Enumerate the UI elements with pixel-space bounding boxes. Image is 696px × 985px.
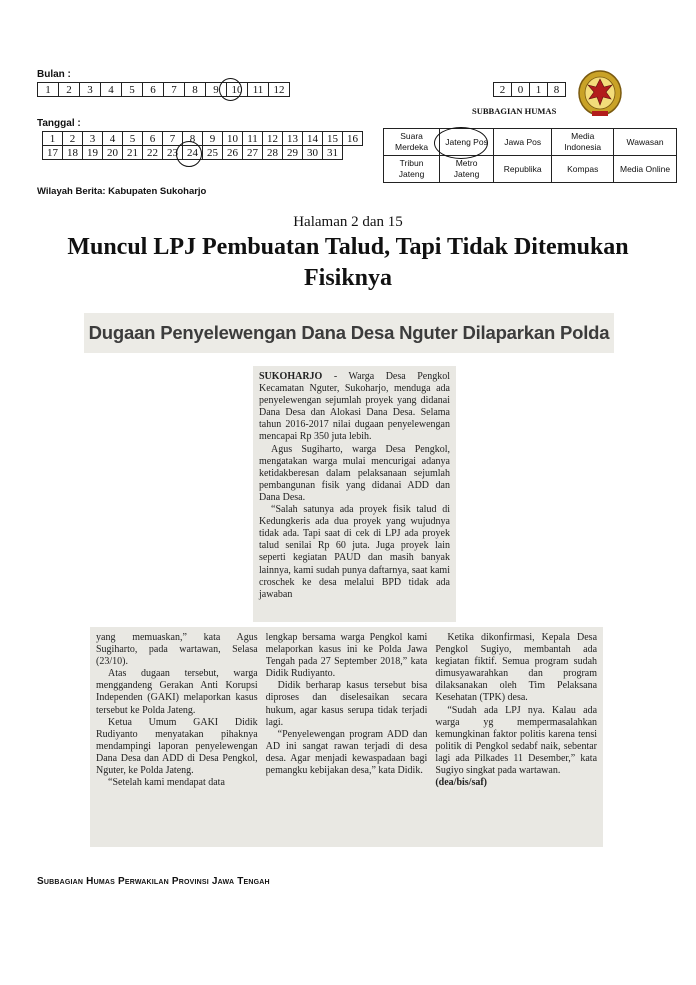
bulan-cell: 8: [185, 83, 206, 97]
article-headline: Muncul LPJ Pembuatan Talud, Tapi Tidak Ditemukan Fisiknya: [67, 234, 629, 291]
tanggal-cell: 26: [223, 146, 243, 160]
clipping-columns: [90, 627, 603, 847]
tanggal-cell: 8: [183, 132, 203, 146]
tanggal-cell: 9: [203, 132, 223, 146]
clipping-column-3: [435, 632, 597, 842]
clipping-paragraph: Didik berharap kasus tersebut bisa diproses dan diselesaikan secara hukum, agar kasus serupa tidak terjadi lagi.: [265, 680, 428, 728]
clipping-dateline: SUKOHARJO: [259, 371, 323, 382]
tanggal-cell: 31: [323, 146, 343, 160]
bulan-cell: 11: [248, 83, 269, 97]
clipping-paragraph: lengkap bersama warga Pengkol kami melaporkan kasus ini ke Polda Jawa Tengah pada 27 September 2018,” kata Didik Rudiyanto.: [265, 632, 428, 680]
year-digit-cell: 1: [530, 83, 548, 97]
tanggal-table: [42, 131, 363, 160]
media-cell: Media Online: [614, 156, 677, 183]
year-digit-cell: 8: [548, 83, 566, 97]
clipping-paragraph: “Setelah kami mendapat data: [108, 777, 225, 789]
tanggal-cell: 15: [323, 132, 343, 146]
bulan-cell: 5: [122, 83, 143, 97]
media-cell: Metro Jateng: [440, 156, 494, 183]
subbagian-humas: SUBBAGIAN HUMAS: [472, 106, 557, 116]
bulan-cell: 3: [80, 83, 101, 97]
clipping-lead-text: - Warga Desa Pengkol Kecamatan Nguter, Sukoharjo, menduga ada penyelewengan sejumlah proyek yang didanai Dana Desa dan Alokasi Dana Desa. Selama tahun 2016-2017 nilai dugaan penyelewengan mencapai Rp 350 juta lebih.: [259, 371, 450, 443]
tanggal-cell: 27: [243, 146, 263, 160]
tanggal-cell: 16: [343, 132, 363, 146]
tanggal-cell: 25: [203, 146, 223, 160]
tanggal-cell: 17: [43, 146, 63, 160]
year-digit-cell: 2: [494, 83, 512, 97]
tanggal-cell: 12: [263, 132, 283, 146]
tanggal-cell: 5: [123, 132, 143, 146]
tanggal-cell: 18: [63, 146, 83, 160]
bulan-cell: 6: [143, 83, 164, 97]
bulan-selected-circle: [219, 78, 242, 101]
bulan-cell: 1: [38, 83, 59, 97]
tanggal-cell: 7: [163, 132, 183, 146]
clipping-lead-block: [253, 366, 456, 622]
tanggal-cell: 6: [143, 132, 163, 146]
tanggal-cell: 3: [83, 132, 103, 146]
media-cell: Jawa Pos: [494, 129, 552, 156]
year-digit-cell: 0: [512, 83, 530, 97]
bulan-label: Bulan :: [37, 69, 71, 80]
tanggal-cell: 29: [283, 146, 303, 160]
tanggal-label: Tanggal :: [37, 118, 81, 129]
tanggal-cell: 21: [123, 146, 143, 160]
tanggal-selected-circle: [176, 141, 202, 167]
clipping-column-1: [96, 632, 258, 842]
tanggal-cell: 19: [83, 146, 103, 160]
clipping-paragraph: “Penyelewengan program ADD dan AD ini sangat rawan terjadi di desa desa. Agar menjadi kewaspadaan bagi pemangku kebijakan desa,” kata Didik.: [265, 728, 428, 777]
media-cell: Media Indonesia: [552, 129, 614, 156]
media-table: [383, 128, 677, 183]
media-cell: Kompas: [552, 156, 614, 183]
clipping-paragraph: “Sudah ada LPJ nya. Kalau ada warga yg mempermasalahkan kemungkinan faktor politis karena tensi politik di Pengkol sedabf naik, sebentar lagi ada Pilkades 11 Desember,” kata Sugiyo singkat pada wartawan.: [435, 704, 598, 777]
tanggal-cell: 2: [63, 132, 83, 146]
clipping-signature-text: (dea/bis/saf): [435, 777, 488, 789]
clipping-paragraph: Atas dugaan tersebut, warga menggandeng Gerakan Anti Korupsi Independen (GAKI) melaporkan kasus tersebut ke Polda Jateng.: [96, 668, 258, 716]
tanggal-cell: 23: [163, 146, 183, 160]
tanggal-cell: 20: [103, 146, 123, 160]
tanggal-cell: 11: [243, 132, 263, 146]
tanggal-cell: 22: [143, 146, 163, 160]
bulan-cell: 12: [269, 83, 290, 97]
tanggal-cell: 1: [43, 132, 63, 146]
clipping-headline: Dugaan Penyelewengan Dana Desa Nguter Dilaparkan Polda: [84, 313, 614, 353]
tanggal-cell: 10: [223, 132, 243, 146]
tanggal-cell: 24: [183, 146, 203, 160]
clipping-paragraph: “Salah satunya ada proyek fisik talud di Kedungkeris ada dua proyek yang wujudnya tidak ada. Tapi saat di cek di LPJ ada proyek talud senilai Rp 60 juta. Juga proyek lain seperti kegiatan PAUD dan masih banyak lainnya, kami sudah punya daftarnya, saat kami croschek ke desa melalui BPD tidak ada jawaban: [259, 504, 450, 600]
clipping-column-2: [266, 632, 428, 842]
bulan-cell: 2: [59, 83, 80, 97]
tanggal-cell: 28: [263, 146, 283, 160]
media-cell: Tribun Jateng: [384, 156, 440, 183]
media-selected-circle: [434, 127, 488, 159]
clipping-lead-paragraph: [259, 371, 450, 444]
clipping-paragraph: yang memuaskan,” kata Agus Sugiharto, pada wartawan, Selasa (23/10).: [96, 632, 258, 668]
tanggal-cell: 4: [103, 132, 123, 146]
year-box: [493, 82, 566, 97]
clipping-signature: [435, 777, 597, 789]
clipping-paragraph: Ketua Umum GAKI Didik Rudiyanto menyatakan pihaknya mendampingi laporan penyelewengan Dana Desa dan ADD di Desa Pengkol, Nguter, ke Polda Jateng.: [96, 716, 258, 777]
media-cell: Wawasan: [614, 129, 677, 156]
bulan-cell: 4: [101, 83, 122, 97]
provincial-emblem-logo: [577, 69, 623, 119]
bulan-cell: 10: [227, 83, 248, 97]
bulan-cell: 7: [164, 83, 185, 97]
page-reference: Halaman 2 dan 15: [293, 214, 403, 230]
bulan-cell: 9: [206, 83, 227, 97]
clipping-paragraph: Agus Sugiharto, warga Desa Pengkol, mengatakan warga mulai mencurigai adanya ketidakberesan dalam pelaksanaan sejumlah pembangunan fisik yang didanai ADD dan Dana Desa.: [259, 443, 450, 503]
tanggal-cell: 14: [303, 132, 323, 146]
clipping-paragraph: Ketika dikonfirmasi, Kepala Desa Pengkol Sugiyo, membantah ada kegiatan fiktif. Semua program sudah dimusyawarahkan dan program dilaksanakan oleh Tim Pelaksana Kesehatan (TPK) desa.: [435, 632, 598, 704]
wilayah-berita: Wilayah Berita: Kabupaten Sukoharjo: [37, 186, 207, 197]
media-cell: Republika: [494, 156, 552, 183]
tanggal-cell: 30: [303, 146, 323, 160]
bulan-table: [37, 82, 290, 97]
tanggal-cell: 13: [283, 132, 303, 146]
media-cell: Suara Merdeka: [384, 129, 440, 156]
media-cell: Jateng Pos: [440, 129, 494, 156]
footer-subbagian: Subbagian Humas Perwakilan Provinsi Jawa Tengah: [37, 876, 270, 887]
